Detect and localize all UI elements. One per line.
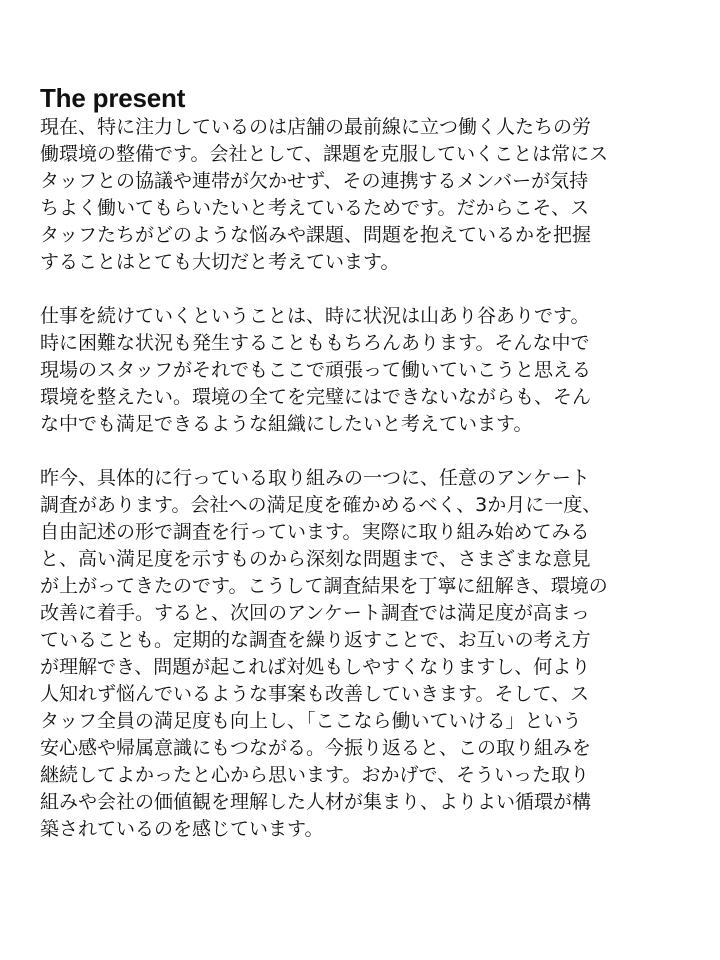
text-line: ていることも。定期的な調査を繰り返すことで、お互いの考え方 xyxy=(40,629,591,651)
text-line: 働環境の整備です。会社として、課題を克服していくことは常にス xyxy=(40,143,609,165)
text-line: な中でも満足できるような組織にしたいと考えています。 xyxy=(40,413,533,435)
paragraph xyxy=(40,303,690,438)
paragraph xyxy=(40,465,690,843)
text-line: 人知れず悩んでいるような事案も改善していきます。そして、ス xyxy=(40,683,590,705)
text-line: 時に困難な状況も発生することももちろんあります。そんな中で xyxy=(40,332,590,354)
text-line: が上がってきたのです。こうして調査結果を丁寧に紐解き、環境の xyxy=(40,575,608,597)
text-line: 継続してよかったと心から思います。おかげで、そういった取り xyxy=(40,764,590,786)
paragraph xyxy=(40,114,690,276)
text-line: タッフたちがどのような悩みや課題、問題を抱えているかを把握 xyxy=(40,224,592,246)
body-text xyxy=(40,114,690,843)
text-line: と、高い満足度を示すものから深刻な問題まで、さまざまな意見 xyxy=(40,548,591,570)
text-line: 調査があります。会社への満足度を確かめるべく、3か月に一度、 xyxy=(40,494,602,516)
document-page xyxy=(40,82,690,843)
text-line: が理解でき、問題が起これば対処もしやすくなりますし、何より xyxy=(40,656,591,678)
text-line: 自由記述の形で調査を行っています。実際に取り組み始めてみる xyxy=(40,521,590,543)
text-line: 昨今、具体的に行っている取り組みの一つに、任意のアンケート xyxy=(40,467,590,489)
text-line: タッフとの協議や連帯が欠かせず、その連携するメンバーが気持 xyxy=(40,170,589,192)
text-line: 改善に着手。すると、次回のアンケート調査では満足度が高まっ xyxy=(40,602,590,624)
text-line: することはとても大切だと考えています。 xyxy=(40,251,400,273)
text-line: 現在、特に注力しているのは店舗の最前線に立つ働く人たちの労 xyxy=(40,116,592,138)
text-line: 築されているのを感じています。 xyxy=(40,818,324,840)
text-line: ちよく働いてもらいたいと考えているためです。だからこそ、ス xyxy=(40,197,590,219)
text-line: 仕事を続けていくということは、時に状況は山あり谷ありです。 xyxy=(40,305,590,327)
text-line: 安心感や帰属意識にもつながる。今振り返ると、この取り組みを xyxy=(40,737,592,759)
page-title: The present xyxy=(40,83,186,113)
text-line: 環境を整えたい。環境の全てを完璧にはできないながらも、そん xyxy=(40,386,592,408)
text-line: 組みや会社の価値観を理解した人材が集まり、よりよい循環が構 xyxy=(40,791,592,813)
text-line: タッフ全員の満足度も向上し、「ここなら働いていける」という xyxy=(40,710,582,732)
text-line: 現場のスタッフがそれでもここで頑張って働いていこうと思える xyxy=(40,359,592,381)
